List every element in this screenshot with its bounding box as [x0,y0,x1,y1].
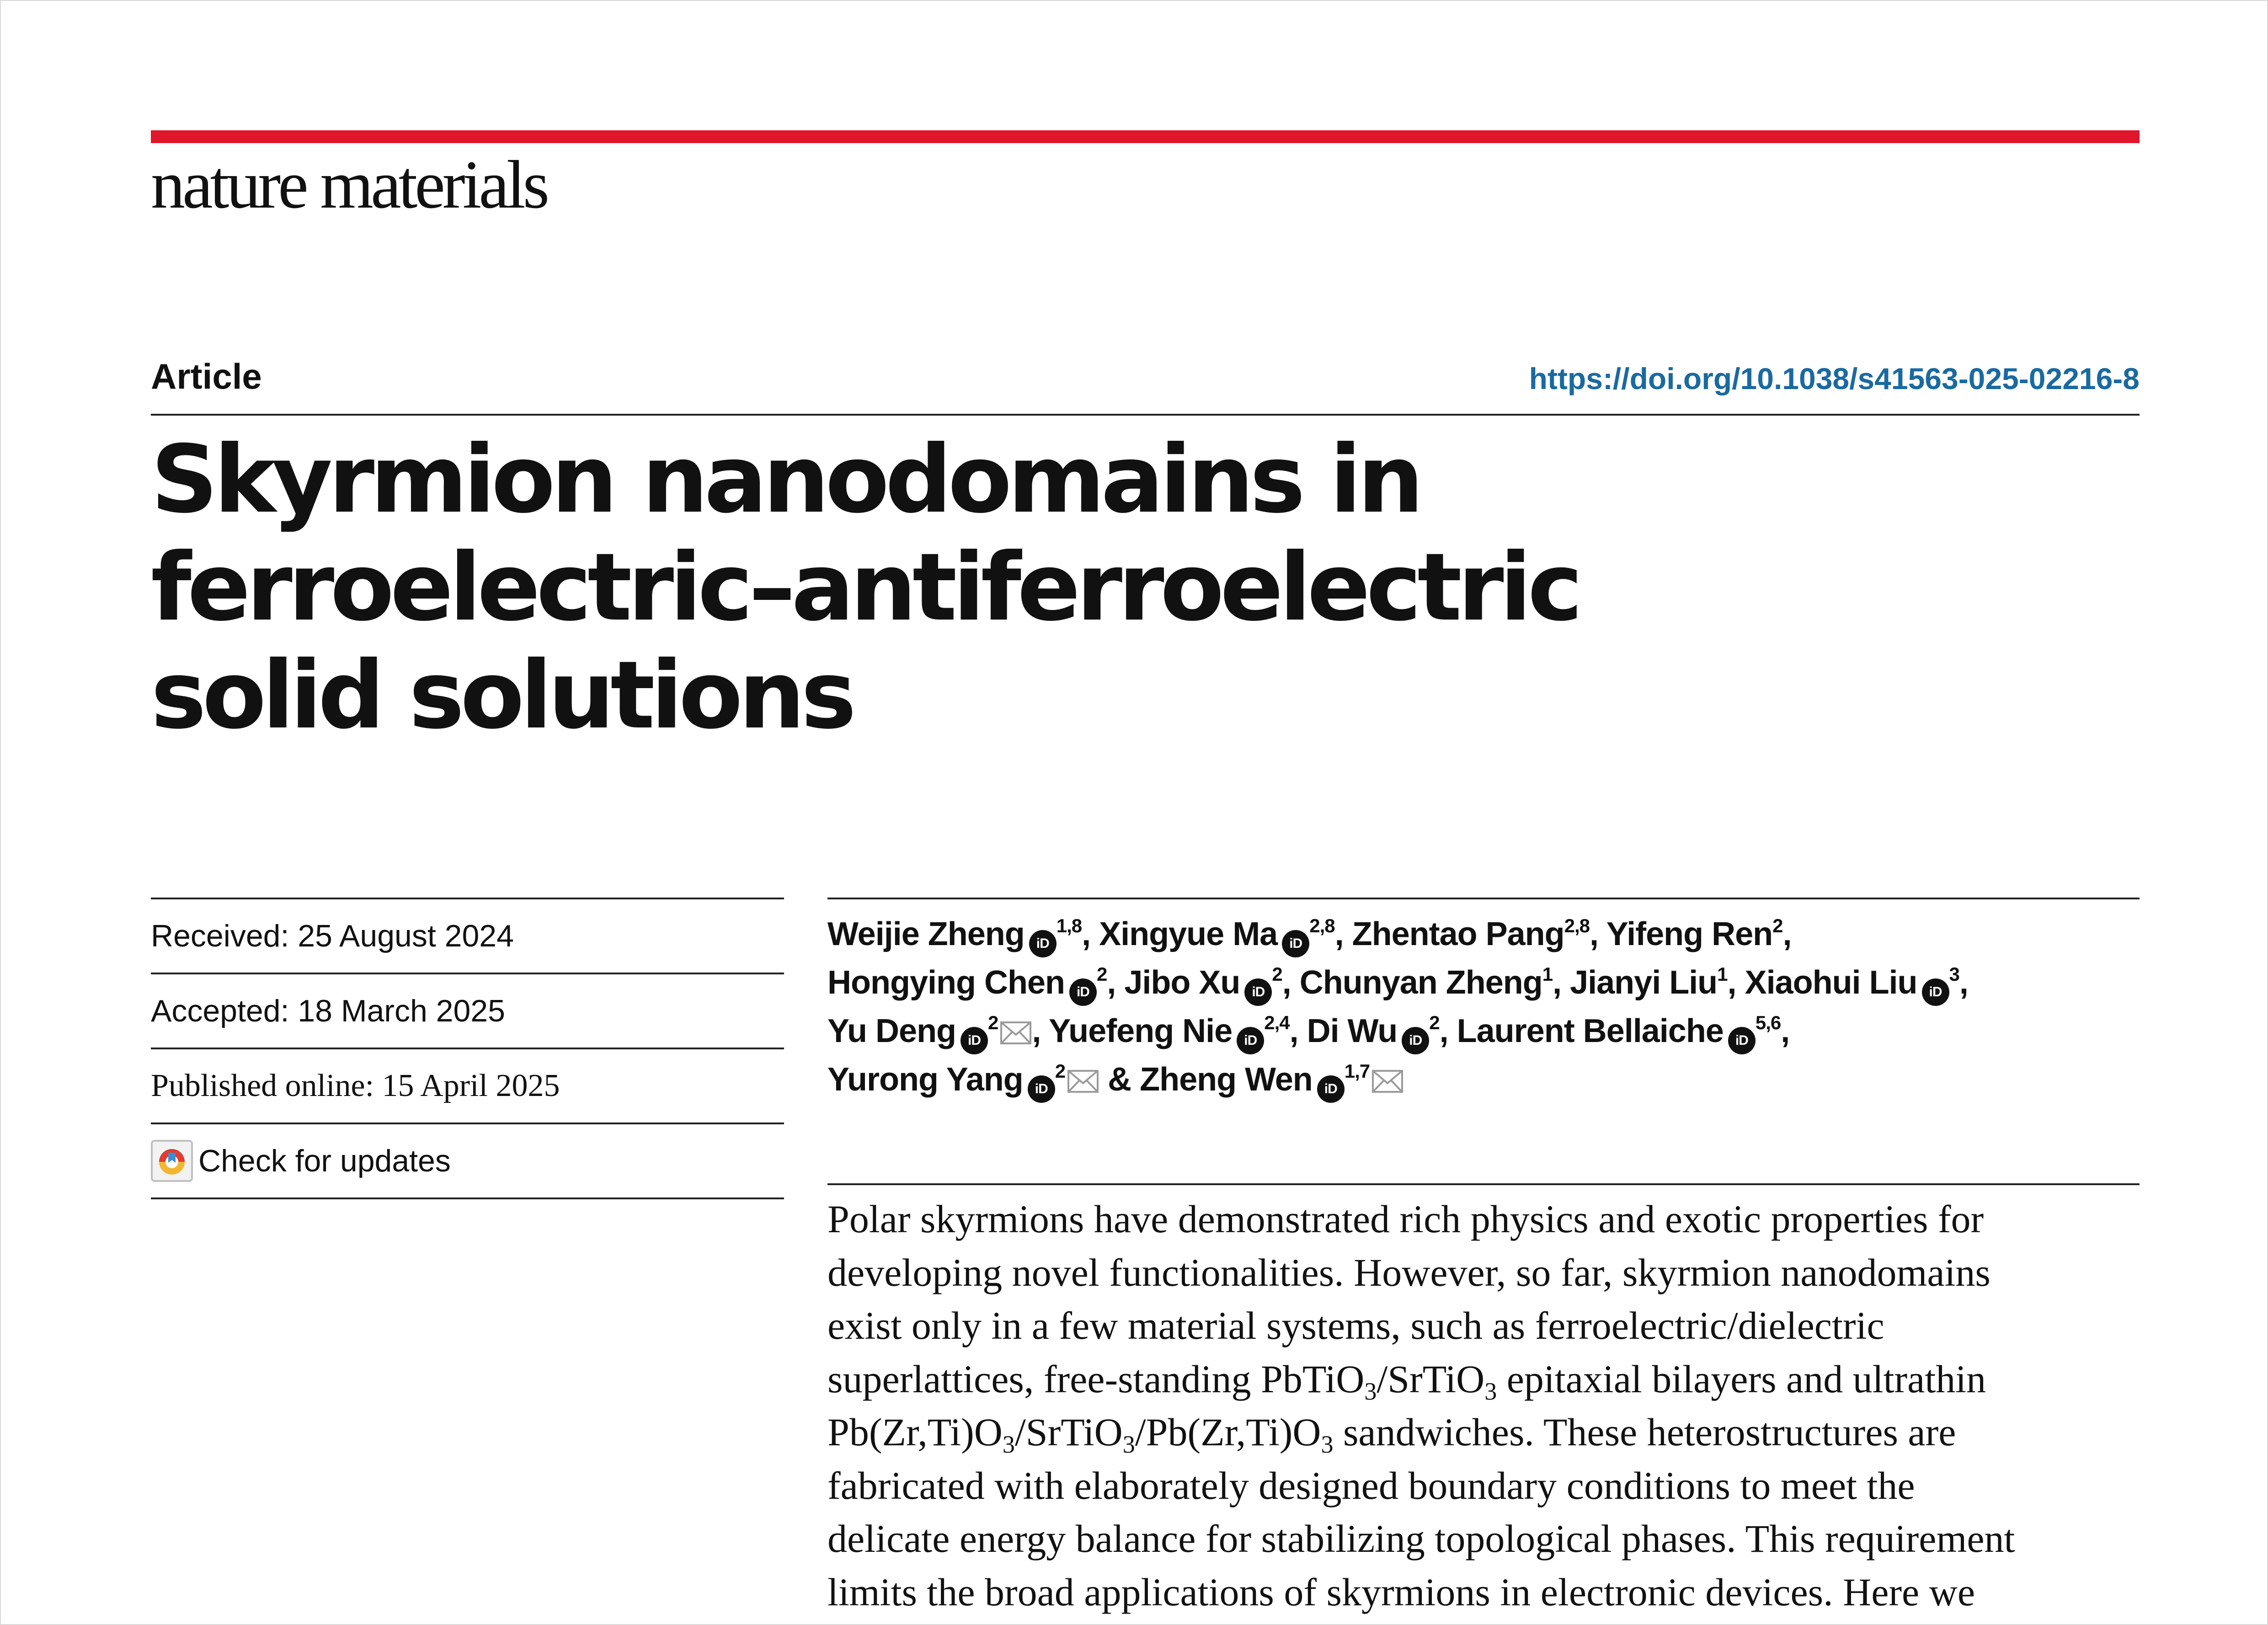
affiliation-superscript[interactable]: 2,8 [1564,915,1590,936]
author-name[interactable]: Yifeng Ren [1606,916,1773,952]
abstract-line [827,1406,2140,1459]
abstract-line: developing novel functionalities. However, so far, skyrmion nanodomains [827,1250,1991,1294]
journal-name[interactable]: nature materials [151,147,547,223]
orcid-icon[interactable]: iD [1069,978,1097,1006]
author-entry [1352,916,1606,952]
author-name[interactable]: Yu Deng [827,1013,956,1049]
affiliation-superscript[interactable]: 2 [1772,915,1783,936]
author-entry [1300,964,1570,1001]
author-entry [1307,1013,1457,1049]
divider [151,1197,784,1199]
abstract-text: Pb(Zr,Ti)O [827,1410,1003,1454]
email-icon[interactable] [1067,1069,1099,1093]
subscript: 3 [1321,1431,1334,1458]
author-name[interactable]: Yuefeng Nie [1049,1013,1233,1049]
crossmark-icon [151,1140,193,1182]
subscript: 3 [1364,1377,1377,1405]
article-title [151,426,1797,750]
author-entry [1140,1061,1403,1098]
abstract-line: exist only in a few material systems, such as ferroelectric/dielectric [827,1304,1884,1347]
author-separator: , [1439,1013,1457,1049]
orcid-icon[interactable]: iD [1728,1027,1756,1054]
abstract-line: Polar skyrmions have demonstrated rich physics and exotic properties for [827,1197,1984,1241]
orcid-icon[interactable]: iD [1317,1075,1345,1103]
subscript: 3 [1484,1377,1497,1405]
accepted-date: Accepted: 18 March 2025 [151,994,505,1028]
journal-accent-bar [151,130,2140,143]
author-entry [827,964,1124,1001]
author-entry [1570,964,1745,1001]
article-type: Article [151,356,262,396]
received-date: Received: 25 August 2024 [151,919,514,953]
author-separator: , [1334,916,1352,952]
affiliation-superscript[interactable]: 1,8 [1056,915,1082,936]
check-updates-row [151,1124,784,1197]
affiliation-superscript[interactable]: 1,7 [1344,1060,1370,1082]
title-line: ferroelectric–antiferroelectric [151,534,1579,642]
author-entry [1099,916,1352,952]
published-date: Published online: 15 April 2025 [151,1068,560,1103]
affiliation-superscript[interactable]: 1 [1542,963,1553,985]
email-icon[interactable] [1000,1021,1032,1045]
author-entry [1457,1013,1790,1049]
orcid-icon[interactable]: iD [1244,978,1272,1006]
author-entry [1049,1013,1307,1049]
author-name[interactable]: Weijie Zheng [827,916,1025,952]
abstract-text: /Pb(Zr,Ti)O [1135,1410,1321,1454]
author-name[interactable]: Laurent Bellaiche [1457,1013,1724,1049]
author-entry [1124,964,1299,1001]
check-for-updates-button[interactable] [151,1140,451,1182]
orcid-icon[interactable]: iD [1282,930,1309,957]
check-for-updates-label: Check for updates [198,1144,451,1178]
affiliation-superscript[interactable]: 1 [1717,963,1728,985]
subscript: 3 [1002,1431,1015,1458]
abstract-text: sandwiches. These heterostructures are [1333,1410,1956,1454]
author-separator: , [1781,1013,1790,1049]
affiliation-superscript[interactable]: 2 [1272,963,1282,985]
abstract-text: epitaxial bilayers and ultrathin [1497,1357,1986,1401]
orcid-icon[interactable]: iD [1402,1027,1429,1054]
abstract-text: superlattices, free-standing PbTiO [827,1357,1365,1401]
author-entry [1745,964,1968,1001]
author-entry [827,1061,1140,1098]
author-name[interactable]: Hongying Chen [827,964,1065,1001]
author-entry [827,916,1099,952]
abstract-text: /SrTiO [1014,1410,1123,1454]
author-entry [827,1013,1049,1049]
affiliation-superscript[interactable]: 2,4 [1264,1012,1290,1033]
abstract-line: fabricated with elaborately designed boundary conditions to meet the [827,1463,1915,1507]
article-history [151,898,784,1199]
header-rule [151,414,2140,416]
author-name[interactable]: Zheng Wen [1140,1061,1313,1098]
affiliation-superscript[interactable]: 3 [1949,963,1959,985]
email-icon[interactable] [1371,1069,1403,1093]
affiliation-superscript[interactable]: 5,6 [1755,1012,1781,1033]
author-separator: , [1289,1013,1307,1049]
author-name[interactable]: Xiaohui Liu [1745,964,1917,1001]
author-separator: , [1282,964,1300,1001]
author-separator: , [1959,964,1968,1001]
title-line: solid solutions [151,641,853,750]
orcid-icon[interactable]: iD [1922,978,1949,1006]
affiliation-superscript[interactable]: 2,8 [1309,915,1335,936]
author-name[interactable]: Chunyan Zheng [1299,964,1542,1001]
author-separator: , [1590,916,1606,952]
subscript: 3 [1122,1431,1135,1458]
affiliation-superscript[interactable]: 2 [988,1012,998,1033]
author-name[interactable]: Jibo Xu [1124,964,1240,1001]
author-name[interactable]: Jianyi Liu [1570,964,1718,1001]
author-separator: & [1099,1061,1140,1098]
author-entry [1606,916,1792,952]
doi-link[interactable]: https://doi.org/10.1038/s41563-025-02216-8 [1529,362,2140,396]
abstract-line [827,1352,2140,1406]
orcid-icon[interactable]: iD [961,1027,988,1054]
author-separator: , [1727,964,1745,1001]
author-name[interactable]: Yurong Yang [827,1061,1023,1098]
abstract-line: delicate energy balance for stabilizing topological phases. This requirement [827,1517,2015,1561]
author-separator: , [1553,964,1570,1001]
orcid-icon[interactable]: iD [1028,1075,1055,1103]
affiliation-superscript[interactable]: 2 [1429,1012,1440,1033]
authors-top-rule [827,898,2140,899]
author-separator: , [1082,916,1099,952]
author-separator: , [1107,964,1125,1001]
abstract-text: /SrTiO [1377,1357,1485,1401]
abstract [827,1192,2140,1619]
abstract-line: limits the broad applications of skyrmions in electronic devices. Here we [827,1570,1975,1614]
affiliation-superscript[interactable]: 2 [1096,963,1107,985]
author-separator: , [1782,916,1792,952]
author-list [827,910,2140,1104]
author-name[interactable]: Xingyue Ma [1099,916,1278,952]
author-name[interactable]: Di Wu [1307,1013,1398,1049]
orcid-icon[interactable]: iD [1029,930,1057,957]
abstract-rule [827,1183,2140,1185]
affiliation-superscript[interactable]: 2 [1055,1060,1066,1082]
author-name[interactable]: Zhentao Pang [1352,916,1564,952]
orcid-icon[interactable]: iD [1237,1027,1264,1054]
author-separator: , [1032,1013,1049,1049]
title-line: Skyrmion nanodomains in [151,426,1420,534]
